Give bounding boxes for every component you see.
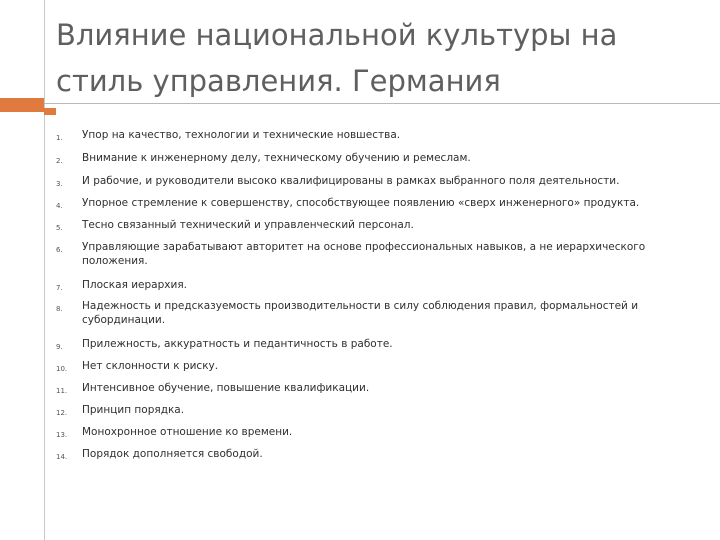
list-item-text: И рабочие, и руководители высоко квалифицированы в рамках выбранного поля деятельности. bbox=[82, 175, 620, 187]
list-item-text: Принцип порядка. bbox=[82, 404, 185, 416]
list-item-number: 7. bbox=[56, 284, 63, 292]
list-item-number: 4. bbox=[56, 202, 63, 210]
list-item-text: Внимание к инженерному делу, техническому обучению и ремеслам. bbox=[82, 152, 471, 164]
list-item-text: Плоская иерархия. bbox=[82, 279, 187, 291]
list-item-number: 11. bbox=[56, 387, 68, 395]
list-item-number: 1. bbox=[56, 134, 63, 142]
title-divider bbox=[44, 103, 720, 104]
list-item-number: 3. bbox=[56, 180, 63, 188]
list-item-text: Тесно связанный технический и управленческий персонал. bbox=[82, 219, 414, 231]
list-item-text: Управляющие зарабатывают авторитет на основе профессиональных навыков, а не иерархического положения. bbox=[82, 241, 646, 267]
orange-accent-mark bbox=[44, 108, 56, 115]
list-item-number: 14. bbox=[56, 453, 68, 461]
list-item-number: 8. bbox=[56, 305, 63, 313]
list-item-number: 2. bbox=[56, 157, 63, 165]
list-item-number: 12. bbox=[56, 409, 68, 417]
list-item-text: Упор на качество, технологии и технические новшества. bbox=[82, 129, 401, 141]
list-item-number: 10. bbox=[56, 365, 68, 373]
list-item-text: Прилежность, аккуратность и педантичность в работе. bbox=[82, 338, 393, 350]
list-item-number: 6. bbox=[56, 246, 63, 254]
list-item-number: 5. bbox=[56, 224, 63, 232]
list-item-text: Нет склонности к риску. bbox=[82, 360, 219, 372]
list-item-text: Монохронное отношение ко времени. bbox=[82, 426, 293, 438]
list-item-text: Порядок дополняется свободой. bbox=[82, 448, 263, 460]
list-item-text: Надежность и предсказуемость производительности в силу соблюдения правил, формальностей и субординации. bbox=[82, 300, 639, 326]
orange-accent-block bbox=[0, 98, 44, 112]
list-item-number: 13. bbox=[56, 431, 68, 439]
left-vertical-rule bbox=[44, 0, 45, 540]
list-item-number: 9. bbox=[56, 343, 63, 351]
list-item-text: Интенсивное обучение, повышение квалификации. bbox=[82, 382, 370, 394]
list-item-text: Упорное стремление к совершенству, способствующее появлению «сверх инженерного» продукта. bbox=[82, 197, 640, 209]
slide-title: Влияние национальной культуры на стиль управления. Германия bbox=[56, 18, 618, 98]
